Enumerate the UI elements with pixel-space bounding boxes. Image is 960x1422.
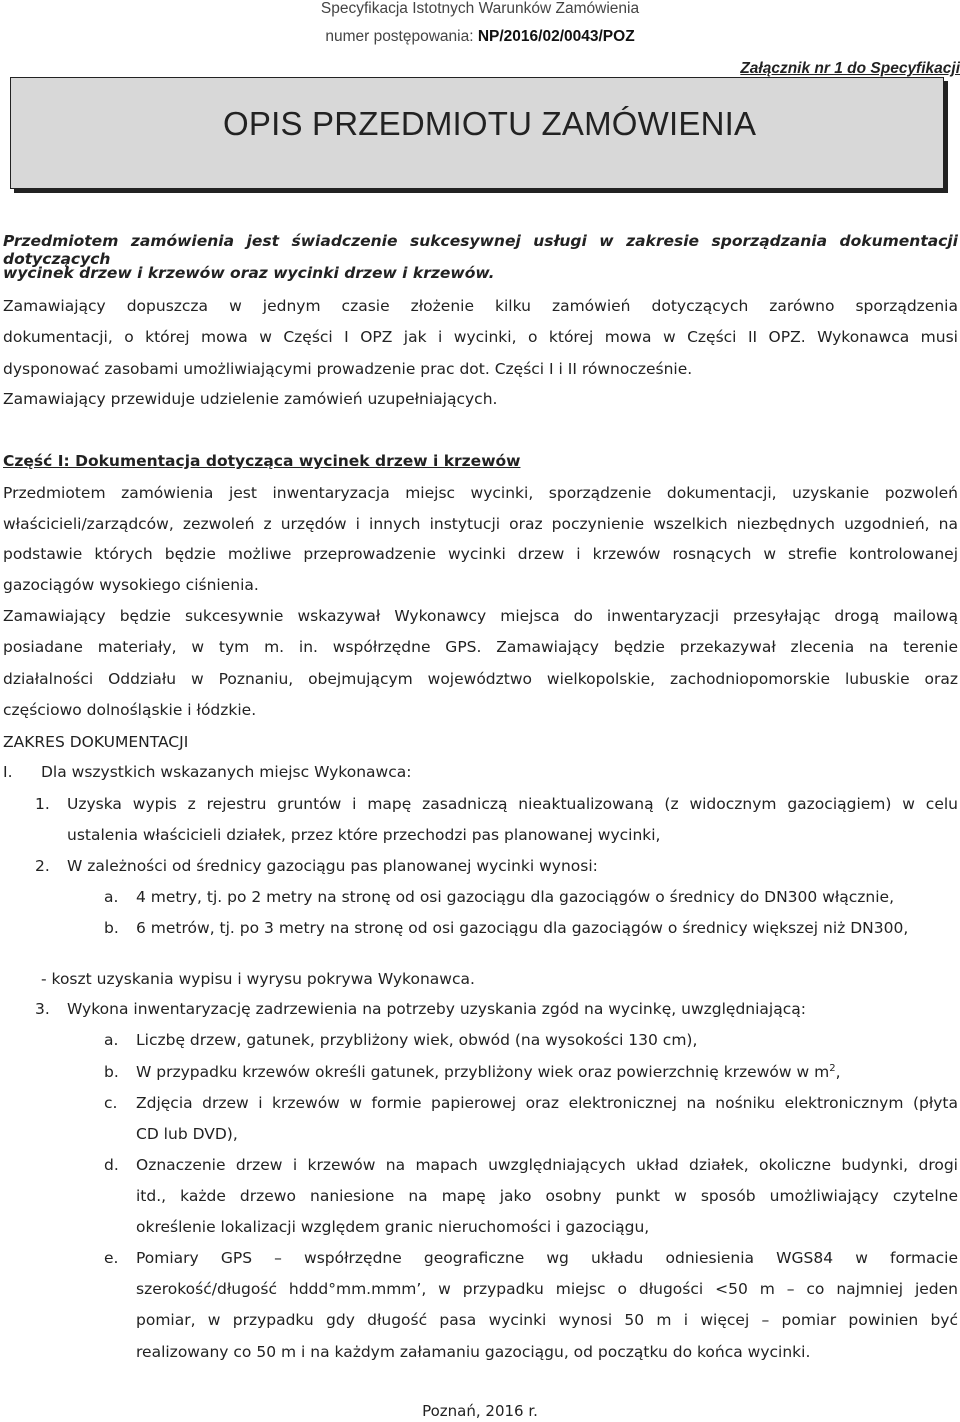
part1-para-b-line-3: działalności Oddziału w Poznaniu, obejmującym województwo wielkopolskie, zachodniopomorskie lubuskie oraz (3, 670, 958, 688)
item-1-line-2: ustalenia właścicieli działek, przez które przechodzi pas planowanej wycinki, (67, 826, 661, 844)
part1-para-a-line-1: Przedmiotem zamówienia jest inwentaryzacja miejsc wycinki, sporządzenie dokumentacji, uzyskanie pozwoleń (3, 484, 958, 502)
item-3e-line-4: realizowany co 50 m i na każdym załamaniu gazociągu, od początku do końca wycinki. (136, 1343, 811, 1361)
page-title: OPIS PRZEDMIOTU ZAMÓWIENIA (223, 105, 757, 142)
part1-para-b-line-4: częściowo dolnośląskie i łódzkie. (3, 701, 257, 719)
item-3d-line-1: Oznaczenie drzew i krzewów na mapach uwzględniających układ działek, okoliczne budynki, drogi (136, 1156, 958, 1174)
item-3b-letter: b. (104, 1063, 119, 1081)
item-3-number: 3. (35, 1000, 50, 1018)
part1-para-b-line-2: posiadane materiały, w tym m. in. współrzędne GPS. Zamawiający będzie przekazywał zlecenia na terenie (3, 638, 958, 656)
item-3-text: Wykona inwentaryzację zadrzewienia na potrzeby uzyskania zgód na wycinkę, uwzględniającą: (67, 1000, 806, 1018)
part1-para-a-line-2: właścicieli/zarządców, zezwoleń z urzędów i innych instytucji oraz poczynienie wszelkich niezbędnych uzgodnień, na (3, 515, 958, 533)
item-3e-line-3: pomiar, w przypadku gdy długość pasa wycinki wynosi 50 m i więcej – pomiar powinien być (136, 1311, 958, 1329)
item-3c-letter: c. (104, 1094, 118, 1112)
item-3b-text: W przypadku krzewów określi gatunek, przybliżony wiek oraz powierzchnię krzewów w m (136, 1063, 830, 1082)
cost-note: - koszt uzyskania wypisu i wyrysu pokrywa Wykonawca. (41, 970, 475, 988)
intro-paragraph-line-3: dysponować zasobami umożliwiającymi prowadzenie prac dot. Części I i II równocześnie. (3, 360, 693, 378)
roman-number: I. (3, 763, 13, 781)
item-2a-letter: a. (104, 888, 119, 906)
square-superscript: 2 (829, 1063, 836, 1074)
part1-para-b-line-1: Zamawiający będzie sukcesywnie wskazywał Wykonawcy miejsca do inwentaryzacji przesyłając drogą mailową (3, 607, 958, 625)
item-3b-text-line (136, 1063, 841, 1081)
item-2-text: W zależności od średnicy gazociągu pas planowanej wycinki wynosi: (67, 857, 598, 875)
item-3d-line-3: określenie lokalizacji względem granic nieruchomości i gazociągu, (136, 1218, 650, 1236)
item-2b-text: 6 metrów, tj. po 3 metry na stronę od osi gazociągu dla gazociągów o średnicy większej niż DN300, (136, 919, 909, 937)
annex-label: Załącznik nr 1 do Specyfikacji (740, 60, 960, 77)
procedure-number-line (0, 28, 960, 46)
intro-bold-line-1: Przedmiotem zamówienia jest świadczenie sukcesywnej usługi w zakresie sporządzania dokumentacji dotyczących (3, 232, 958, 268)
footer-place-date: Poznań, 2016 r. (422, 1402, 538, 1420)
item-3c-line-2: CD lub DVD), (136, 1125, 238, 1143)
item-3a-letter: a. (104, 1031, 119, 1049)
item-3e-line-1: Pomiary GPS – współrzędne geograficzne wg układu odniesienia WGS84 w formacie (136, 1249, 958, 1267)
item-1-line-1: Uzyska wypis z rejestru gruntów i mapę zasadniczą nieaktualizowaną (z widocznym gazociągiem) w celu (67, 795, 958, 813)
item-3c-line-1: Zdjęcia drzew i krzewów w formie papierowej oraz elektronicznej na nośniku elektronicznym (płyta (136, 1094, 958, 1112)
document-header-title: Specyfikacja Istotnych Warunków Zamówienia (320, 0, 640, 17)
item-2b-letter: b. (104, 919, 119, 937)
item-3e-line-2: szerokość/długość hddd°mm.mmm’, w przypadku miejsc o długości <50 m – co najmniej jeden (136, 1280, 958, 1298)
intro-paragraph-line-2: dokumentacji, o której mowa w Części I OPZ jak i wycinki, o której mowa w Części II OPZ. Wykonawca musi (3, 328, 958, 346)
scope-heading: ZAKRES DOKUMENTACJI (3, 733, 189, 751)
item-2-number: 2. (35, 857, 50, 875)
item-3d-line-2: itd., każde drzewo naniesione na mapę jako osobny punkt w sposób umożliwiający czytelne (136, 1187, 958, 1205)
procedure-number-label: numer postępowania: (325, 28, 478, 45)
intro-paragraph-line-1: Zamawiający dopuszcza w jednym czasie złożenie kilku zamówień dotyczących zarówno sporządzenia (3, 297, 958, 315)
item-3b-end: , (835, 1063, 841, 1082)
intro-paragraph-2: Zamawiający przewiduje udzielenie zamówień uzupełniających. (3, 390, 498, 408)
roman-item-text: Dla wszystkich wskazanych miejsc Wykonawca: (41, 763, 412, 781)
title-box (10, 77, 944, 189)
part1-heading: Część I: Dokumentacja dotycząca wycinek drzew i krzewów (3, 452, 521, 470)
part1-para-a-line-3: podstawie których będzie możliwe przeprowadzenie wycinki drzew i krzewów rosnących w strefie kontrolowanej (3, 545, 958, 563)
intro-bold-line-2: wycinek drzew i krzewów oraz wycinki drzew i krzewów. (3, 264, 495, 282)
part1-para-a-line-4: gazociągów wysokiego ciśnienia. (3, 576, 259, 594)
item-2a-text: 4 metry, tj. po 2 metry na stronę od osi gazociągu dla gazociągów o średnicy do DN300 włącznie, (136, 888, 895, 906)
item-3d-letter: d. (104, 1156, 119, 1174)
item-3a-text: Liczbę drzew, gatunek, przybliżony wiek, obwód (na wysokości 130 cm), (136, 1031, 698, 1049)
procedure-number: NP/2016/02/0043/POZ (477, 28, 635, 45)
item-1-number: 1. (35, 795, 50, 813)
item-3e-letter: e. (104, 1249, 119, 1267)
